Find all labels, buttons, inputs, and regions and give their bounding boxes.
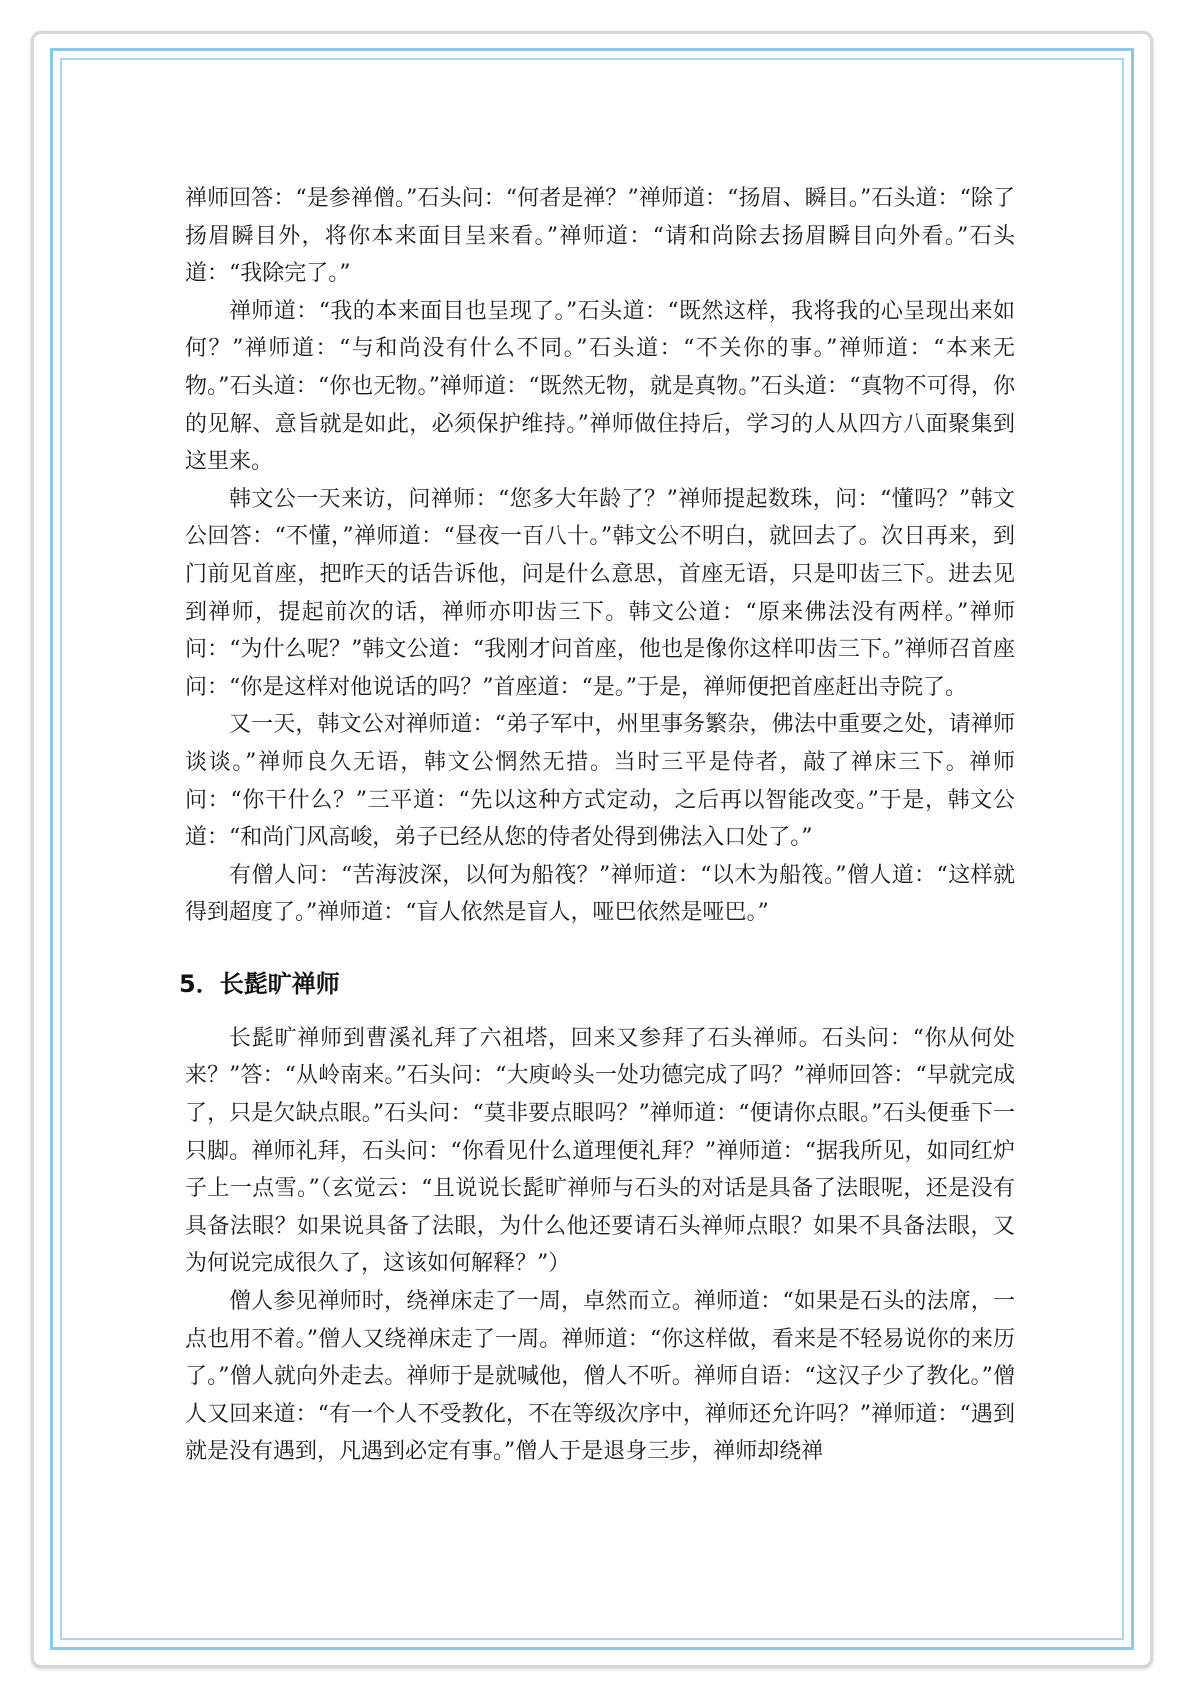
paragraph: 僧人参见禅师时，绕禅床走了一周，卓然而立。禅师道：“如果是石头的法席，一点也用不着。”僧人又绕禅床走了一周。禅师道：“你这样做，看来是不轻易说你的来历了。”僧人就向外走去。禅师于是就喊他，僧人不听。禅师自语：“这汉子少了教化。”僧人又回来道：“有一个人不受教化，不在等级次序中，禅师还允许吗？”禅师道：“遇到就是没有遇到，凡遇到必定有事。”僧人于是退身三步，禅师却绕禅 — [185, 1289, 1015, 1465]
section-heading: 5．长髭旷禅师 — [179, 969, 340, 998]
paragraph: 韩文公一天来访，问禅师：“您多大年龄了？”禅师提起数珠，问：“懂吗？”韩文公回答：“不懂，”禅师道：“昼夜一百八十。”韩文公不明白，就回去了。次日再来，到门前见首座，把昨天的话告诉他，问是什么意思，首座无语，只是叩齿三下。进去见到禅师，提起前次的话，禅师亦叩齿三下。韩文公道：“原来佛法没有两样。”禅师问：“为什么呢？”韩文公道：“我刚才问首座，他也是像你这样叩齿三下。”禅师召首座问：“你是这样对他说话的吗？”首座道：“是。”于是，禅师便把首座赶出寺院了。 — [185, 486, 1015, 700]
paragraph: 有僧人问：“苦海波深，以何为船筏？”禅师道：“以木为船筏。”僧人道：“这样就得到超度了。”禅师道：“盲人依然是盲人，哑巴依然是哑巴。” — [185, 862, 1015, 926]
book-page-text — [179, 180, 1015, 1471]
paragraphs-after-heading — [185, 1020, 1015, 1471]
paragraph: 长髭旷禅师到曹溪礼拜了六祖塔，回来又参拜了石头禅师。石头问：“你从何处来？”答：“从岭南来。”石头问：“大庾岭头一处功德完成了吗？”禅师回答：“早就完成了，只是欠缺点眼。”石头问：“莫非要点眼吗？”禅师道：“便请你点眼。”石头便垂下一只脚。禅师礼拜，石头问：“你看见什么道理便礼拜？”禅师道：“据我所见，如同红炉子上一点雪。”（玄觉云：“且说说长髭旷禅师与石头的对话是具备了法眼呢，还是没有具备法眼？如果说具备了法眼，为什么他还要请石头禅师点眼？如果不具备法眼，又为何说完成很久了，这该如何解释？”） — [185, 1025, 1015, 1277]
paragraph: 禅师道：“我的本来面目也呈现了。”石头道：“既然这样，我将我的心呈现出来如何？”禅师道：“与和尚没有什么不同。”石头道：“不关你的事。”禅师道：“本来无物。”石头道：“你也无物。”禅师道：“既然无物，就是真物。”石头道：“真物不可得，你的见解、意旨就是如此，必须保护维持。”禅师做住持后，学习的人从四方八面聚集到这里来。 — [185, 298, 1015, 475]
paragraph: 禅师回答：“是参禅僧。”石头问：“何者是禅？”禅师道：“扬眉、瞬目。”石头道：“除了扬眉瞬目外，将你本来面目呈来看。”禅师道：“请和尚除去扬眉瞬目向外看。”石头道：“我除完了。” — [185, 186, 1015, 287]
paragraph: 又一天，韩文公对禅师道：“弟子军中，州里事务繁杂，佛法中重要之处，请禅师谈谈。”禅师良久无语，韩文公惘然无措。当时三平是侍者，敲了禅床三下。禅师问：“你干什么？”三平道：“先以这种方式定动，之后再以智能改变。”于是，韩文公道：“和尚门风高峻，弟子已经从您的侍者处得到佛法入口处了。” — [185, 712, 1015, 851]
paragraphs-before-heading — [185, 180, 1015, 932]
